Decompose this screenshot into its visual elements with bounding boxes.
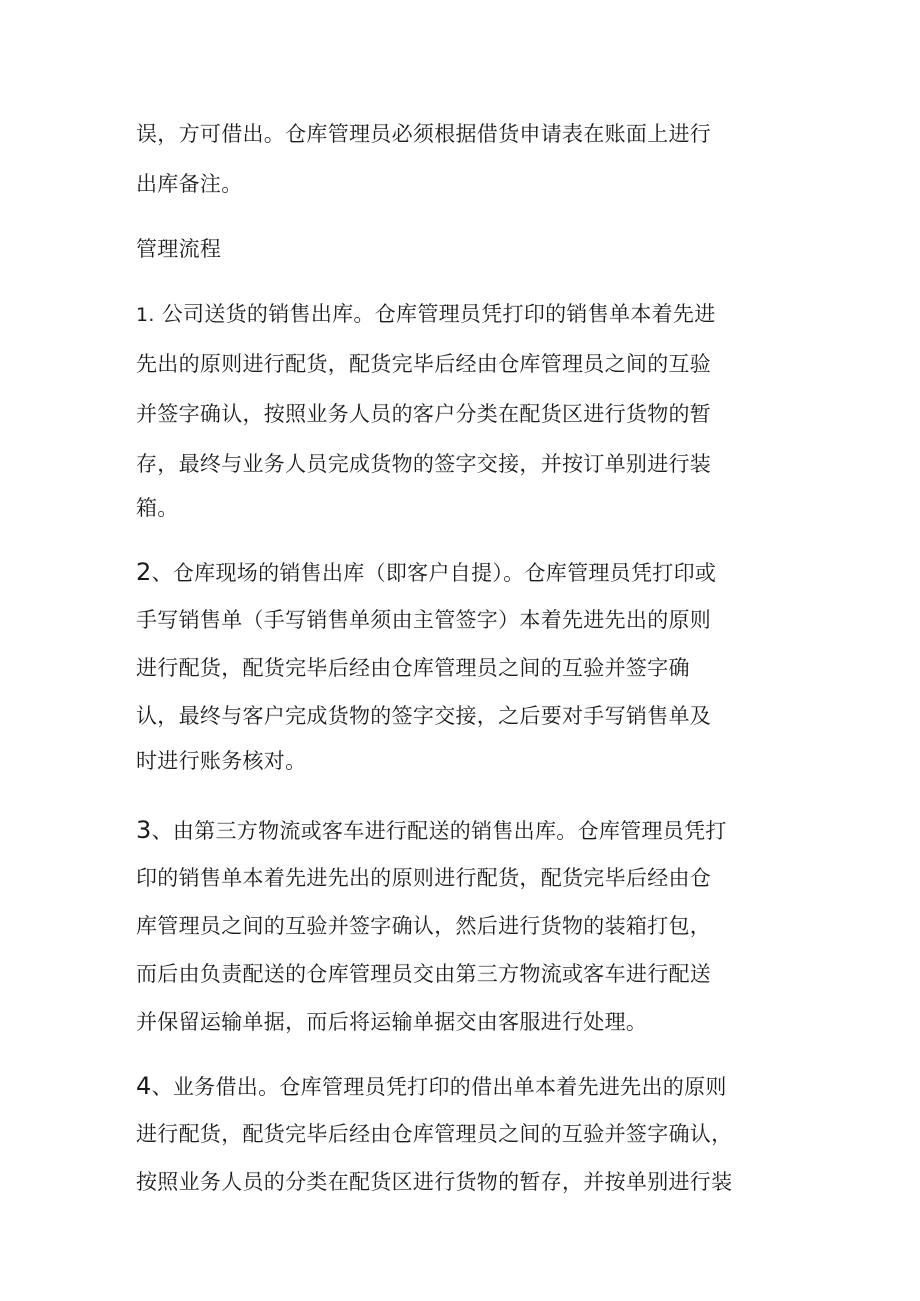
- heading-text: 管理流程: [136, 237, 222, 261]
- section-heading: [136, 236, 221, 262]
- text-line: [136, 451, 711, 477]
- line-text: 公司送货的销售出库。仓库管理员凭打印的销售单本着先进: [161, 302, 716, 326]
- line-text: 、仓库现场的销售出库（即客户自提）。仓库管理员凭打印或: [151, 561, 717, 585]
- text-line: [136, 817, 727, 844]
- text-line: [136, 1009, 647, 1035]
- text-line: [136, 351, 711, 377]
- text-line: [136, 655, 690, 681]
- item-number: 4: [136, 1072, 152, 1100]
- line-text: 进行配货，配货完毕后经由仓库管理员之间的互验并签字确认，: [136, 1122, 733, 1146]
- line-text: 误，方可借出。仓库管理员必须根据借货申请表在账面上进行: [136, 122, 712, 146]
- item-number: 2: [136, 558, 152, 586]
- line-text: 时进行账务核对。: [136, 749, 307, 773]
- text-line: [136, 121, 711, 147]
- text-line: [136, 1073, 727, 1100]
- text-line: [136, 495, 179, 521]
- text-line: [136, 301, 716, 328]
- line-text: 存，最终与业务人员完成货物的签字交接，并按订单别进行装: [136, 452, 712, 476]
- item-number: 3: [136, 816, 152, 844]
- line-text: 印的销售单本着先进先出的原则进行配货，配货完毕后经由仓: [136, 866, 712, 890]
- line-text: 并保留运输单据，而后将运输单据交由客服进行处理。: [136, 1010, 648, 1034]
- text-line: [136, 913, 711, 939]
- line-text: 、由第三方物流或客车进行配送的销售出库。仓库管理员凭打: [151, 819, 727, 843]
- text-line: [136, 703, 711, 729]
- line-text: 箱。: [136, 496, 179, 520]
- line-text: 手写销售单（手写销售单须由主管签字）本着先进先出的原则: [136, 608, 712, 632]
- text-line: [136, 559, 716, 586]
- item-number: 1.: [136, 304, 155, 326]
- line-text: 库管理员之间的互验并签字确认，然后进行货物的装箱打包，: [136, 914, 712, 938]
- line-text: 进行配货，配货完毕后经由仓库管理员之间的互验并签字确: [136, 656, 690, 680]
- text-line: [136, 171, 243, 197]
- text-line: [136, 401, 711, 427]
- line-text: 按照业务人员的分类在配货区进行货物的暂存，并按单别进行装: [136, 1170, 733, 1194]
- line-text: 并签字确认，按照业务人员的客户分类在配货区进行货物的暂: [136, 402, 712, 426]
- line-text: 先出的原则进行配货，配货完毕后经由仓库管理员之间的互验: [136, 352, 712, 376]
- line-text: 、业务借出。仓库管理员凭打印的借出单本着先进先出的原则: [151, 1075, 727, 1099]
- line-text: 认，最终与客户完成货物的签字交接，之后要对手写销售单及: [136, 704, 712, 728]
- text-line: [136, 1121, 732, 1147]
- text-line: [136, 1169, 732, 1195]
- text-line: [136, 607, 711, 633]
- text-line: [136, 961, 711, 987]
- line-text: 出库备注。: [136, 172, 243, 196]
- text-line: [136, 748, 306, 774]
- text-line: [136, 865, 711, 891]
- line-text: 而后由负责配送的仓库管理员交由第三方物流或客车进行配送: [136, 962, 712, 986]
